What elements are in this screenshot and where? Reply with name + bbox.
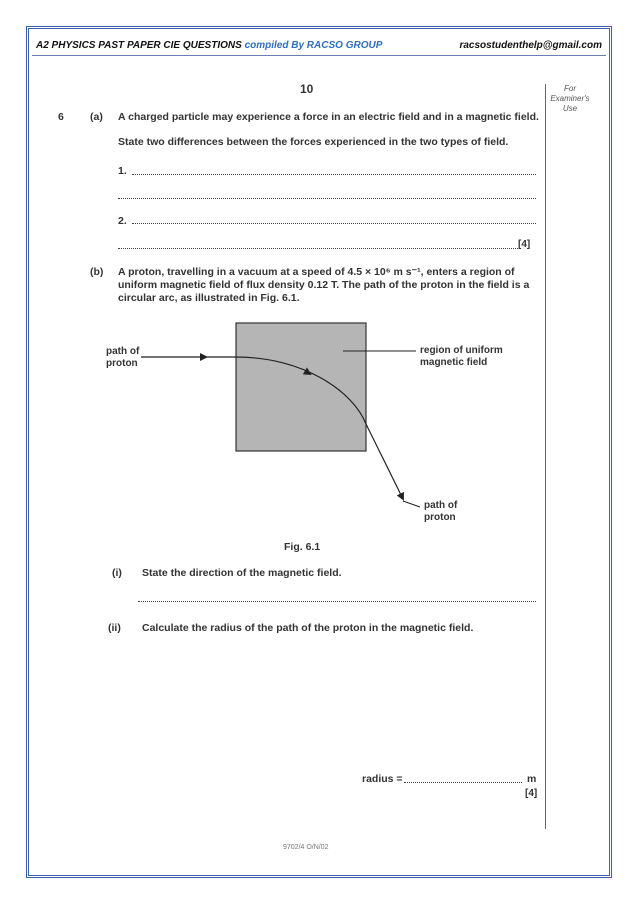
header-title: A2 PHYSICS PAST PAPER CIE QUESTIONS — [36, 40, 242, 51]
outgoing-label-leader — [403, 501, 420, 507]
figure-6-1 — [98, 316, 503, 534]
label-path-in: path of proton — [106, 346, 140, 369]
answer-line-direction[interactable] — [138, 601, 536, 602]
radius-answer-field[interactable] — [404, 782, 522, 783]
examiner-use-box: For Examiner's Use — [550, 84, 590, 113]
label-path-out: path of proton — [424, 500, 458, 523]
magnetic-field-region — [236, 323, 366, 451]
sub-i-text: State the direction of the magnetic field. — [142, 567, 342, 579]
radius-unit: m — [527, 773, 537, 785]
part-a-marks: [4] — [518, 239, 531, 250]
proton-path-outgoing — [366, 424, 403, 499]
paper-code: 9702/4 O/N/02 — [283, 844, 329, 851]
examiner-margin-rule — [545, 84, 546, 829]
radius-answer-label: radius = — [362, 773, 403, 785]
header-email: racsostudenthelp@gmail.com — [459, 40, 602, 51]
sub-ii-marks: [4] — [525, 788, 538, 799]
sub-ii-text: Calculate the radius of the path of the proton in the magnetic field. — [142, 622, 474, 634]
part-a-instruction: State two differences between the forces experienced in the two types of field. — [118, 136, 509, 148]
header-divider — [32, 55, 606, 56]
question-number: 6 — [58, 111, 64, 123]
page-number: 10 — [300, 82, 314, 96]
header-left — [36, 40, 382, 51]
answer-item-1-label: 1. — [118, 165, 127, 177]
answer-item-2-label: 2. — [118, 215, 127, 227]
part-b-label: (b) — [90, 266, 104, 278]
part-b-text: A proton, travelling in a vacuum at a speed of 4.5 × 10⁶ m s⁻¹, enters a region of uniform magnetic field of flux density 0.12 T. The path of the proton in the field is a circular arc, as illustrated in Fig. 6.1. — [118, 266, 530, 304]
answer-line-1a[interactable] — [132, 174, 536, 175]
header-compiled-by: compiled By RACSO GROUP — [244, 40, 383, 51]
part-a-text: A charged particle may experience a force in an electric field and in a magnetic field. — [118, 111, 539, 123]
figure-caption: Fig. 6.1 — [284, 541, 321, 553]
answer-line-1b[interactable] — [118, 198, 536, 199]
answer-line-2a[interactable] — [132, 223, 536, 224]
label-field-region: region of uniform magnetic field — [420, 345, 503, 368]
sub-ii-label: (ii) — [108, 622, 121, 634]
part-a-label: (a) — [90, 111, 103, 123]
answer-line-2b[interactable] — [118, 248, 518, 249]
sub-i-label: (i) — [112, 567, 122, 579]
